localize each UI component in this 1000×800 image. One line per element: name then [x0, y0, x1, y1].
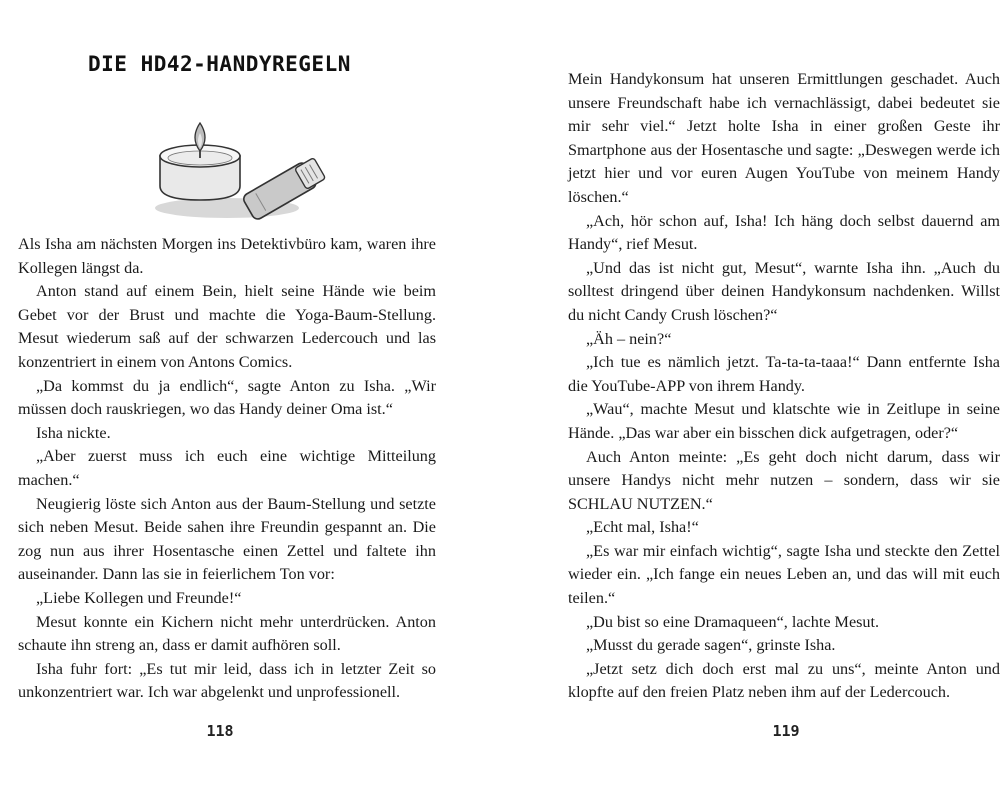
page-number: 118: [206, 722, 234, 740]
left-page-body: [18, 233, 436, 705]
candle-lighter-illustration: [145, 118, 335, 223]
paragraph: „Aber zuerst muss ich euch eine wichtige Mitteilung machen.“: [18, 447, 436, 489]
tealight-candle: [160, 123, 240, 200]
paragraph: „Es war mir einfach wichtig“, sagte Isha und steckte den Zettel wieder ein. „Ich fange ein neues Leben an, und das will mit euch teilen.“: [568, 541, 1000, 608]
page-number: 119: [772, 722, 800, 740]
paragraph: „Wau“, machte Mesut und klatschte wie in Zeitlupe in seine Hände. „Das war aber ein bisschen dick aufgetragen, oder?“: [568, 400, 1000, 442]
paragraph: „Äh – nein?“: [586, 329, 672, 348]
paragraph: „Ach, hör schon auf, Isha! Ich häng doch selbst dauernd am Handy“, rief Mesut.: [568, 211, 1000, 254]
paragraph: „Musst du gerade sagen“, grinste Isha.: [586, 636, 836, 655]
paragraph: „Ich tue es nämlich jetzt. Ta-ta-ta-taaa!“ Dann entfernte Isha die YouTube-APP von ihrem Handy.: [568, 353, 1000, 395]
paragraph: Mein Handykonsum hat unseren Ermittlungen geschadet. Auch unsere Freundschaft habe ich vernachlässigt, dabei bedeutet sie mir sehr viel.“ Jetzt holte Isha in einer großen Geste ihr Smartphone aus der Hosentasche und sagte: „Deswegen werde ich jetzt hier und vor euren Augen YouTube von meinem Handy löschen.“: [568, 70, 1000, 206]
paragraph: Neugierig löste sich Anton aus der Baum-Stellung und setzte sich neben Mesut. Beide sahen ihre Freundin gespannt an. Die zog nun aus ihrer Hosentasche einen Zettel und faltete ihn auseinander. Dann las sie in feierlichem Ton vor:: [18, 494, 436, 584]
paragraph: Als Isha am nächsten Morgen ins Detektivbüro kam, waren ihre Kollegen längst da.: [18, 235, 436, 277]
paragraph: Auch Anton meinte: „Es geht doch nicht darum, dass wir unsere Handys nicht mehr nutzen – sondern, dass wir sie SCHLAU NUTZEN.“: [568, 447, 1000, 513]
paragraph: Isha nickte.: [36, 423, 111, 442]
paragraph: „Echt mal, Isha!“: [586, 518, 699, 537]
paragraph: Isha fuhr fort: „Es tut mir leid, dass ich in letzter Zeit so unkonzentriert war. Ich war abgelenkt und unprofessionell.: [18, 659, 436, 702]
paragraph: „Da kommst du ja endlich“, sagte Anton zu Isha. „Wir müssen doch rauskriegen, wo das Handy deiner Oma ist.“: [18, 376, 436, 419]
paragraph: „Jetzt setz dich doch erst mal zu uns“, meinte Anton und klopfte auf den freien Platz neben ihm auf der Ledercouch.: [568, 659, 1000, 702]
paragraph: Anton stand auf einem Bein, hielt seine Hände wie beim Gebet vor der Brust und machte die Yoga-Baum-Stellung. Mesut wiederum saß auf der schwarzen Ledercouch und las konzentriert in einem von Antons Comics.: [18, 282, 436, 371]
paragraph: Mesut konnte ein Kichern nicht mehr unterdrücken. Anton schaute ihn streng an, dass er damit aufhören soll.: [18, 612, 436, 655]
right-page-body: [568, 68, 1000, 705]
chapter-title: DIE HD42-HANDYREGELN: [88, 52, 351, 76]
right-page: [500, 0, 1000, 800]
paragraph: „Und das ist nicht gut, Mesut“, warnte Isha ihn. „Auch du solltest dringend über deinen Handykonsum nachdenken. Willst du nicht Candy Crush löschen?“: [568, 258, 1000, 324]
paragraph: „Du bist so eine Dramaqueen“, lachte Mesut.: [586, 612, 880, 631]
paragraph: „Liebe Kollegen und Freunde!“: [36, 588, 242, 607]
